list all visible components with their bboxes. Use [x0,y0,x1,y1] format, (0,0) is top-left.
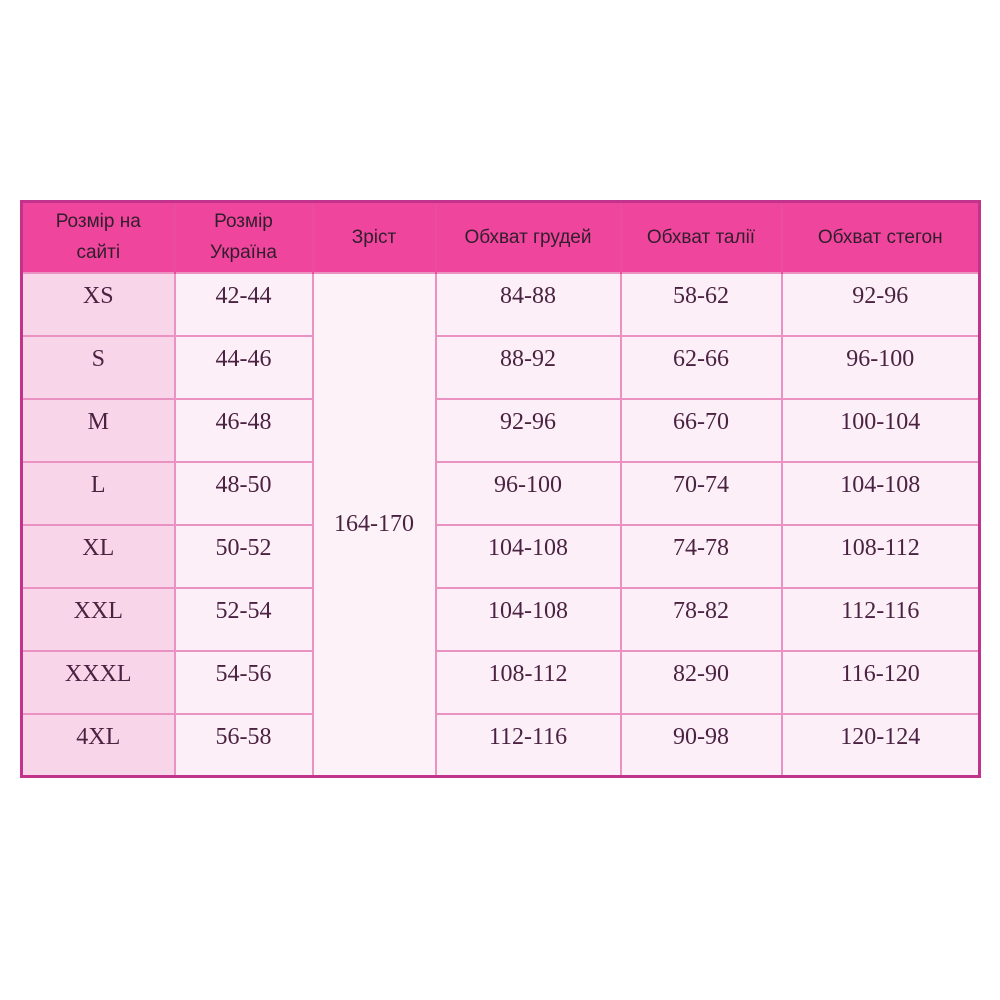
cell-hips: 120-124 [782,714,980,777]
cell-size-site: XXL [22,588,175,651]
cell-chest: 92-96 [436,399,621,462]
header-size-on-site: Розмір на сайті [22,202,175,273]
cell-size-site: XL [22,525,175,588]
table-row [22,273,980,336]
cell-waist: 74-78 [621,525,782,588]
cell-hips: 116-120 [782,651,980,714]
header-hip-girth: Обхват стегон [782,202,980,273]
cell-chest: 112-116 [436,714,621,777]
cell-waist: 78-82 [621,588,782,651]
cell-size-ua: 46-48 [175,399,313,462]
table-row [22,399,980,462]
cell-chest: 108-112 [436,651,621,714]
cell-waist: 82-90 [621,651,782,714]
cell-waist: 58-62 [621,273,782,336]
cell-waist: 70-74 [621,462,782,525]
cell-hips: 100-104 [782,399,980,462]
table-row [22,336,980,399]
cell-size-ua: 52-54 [175,588,313,651]
cell-size-ua: 56-58 [175,714,313,777]
cell-size-site: M [22,399,175,462]
header-height: Зріст [313,202,436,273]
header-row [22,202,980,273]
cell-waist: 66-70 [621,399,782,462]
size-chart-table [20,200,981,778]
cell-size-ua: 54-56 [175,651,313,714]
cell-size-ua: 50-52 [175,525,313,588]
cell-waist: 62-66 [621,336,782,399]
cell-chest: 104-108 [436,588,621,651]
cell-size-site: S [22,336,175,399]
table-row [22,588,980,651]
cell-size-site: 4XL [22,714,175,777]
cell-chest: 104-108 [436,525,621,588]
table-row [22,714,980,777]
cell-size-ua: 42-44 [175,273,313,336]
cell-size-ua: 48-50 [175,462,313,525]
header-size-ukraine: Розмір Україна [175,202,313,273]
cell-size-site: L [22,462,175,525]
cell-hips: 112-116 [782,588,980,651]
cell-hips: 92-96 [782,273,980,336]
cell-hips: 108-112 [782,525,980,588]
cell-chest: 88-92 [436,336,621,399]
table-row [22,651,980,714]
cell-chest: 96-100 [436,462,621,525]
cell-size-site: XXXL [22,651,175,714]
cell-waist: 90-98 [621,714,782,777]
cell-height-merged: 164-170 [313,273,436,777]
cell-size-site: XS [22,273,175,336]
cell-size-ua: 44-46 [175,336,313,399]
table-row [22,462,980,525]
table-row [22,525,980,588]
cell-hips: 96-100 [782,336,980,399]
header-chest-girth: Обхват грудей [436,202,621,273]
cell-hips: 104-108 [782,462,980,525]
header-waist-girth: Обхват талії [621,202,782,273]
cell-chest: 84-88 [436,273,621,336]
